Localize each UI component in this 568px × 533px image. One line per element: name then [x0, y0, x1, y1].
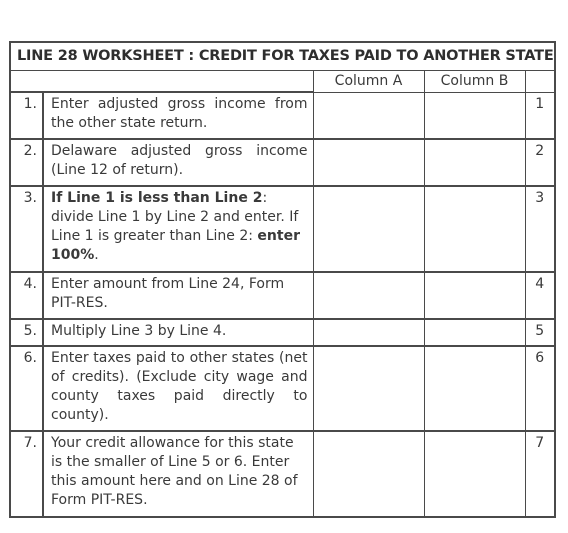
line-description: Your credit allowance for this state is the smaller of Line 5 or 6. Enter this amount here and on Line 28 of Form PIT-RES. — [43, 431, 313, 517]
header-ref-cell — [525, 71, 555, 93]
line-3-column-b-field[interactable] — [424, 186, 525, 272]
line-2-column-b-field[interactable] — [424, 139, 525, 186]
line-7-column-a-field[interactable] — [313, 431, 424, 517]
line-reference: 1 — [525, 92, 555, 139]
line-7-column-b-field[interactable] — [424, 431, 525, 517]
worksheet-title: LINE 28 WORKSHEET : CREDIT FOR TAXES PAID TO ANOTHER STATE — [10, 42, 555, 71]
header-blank-cell — [10, 71, 313, 93]
worksheet-line-5 — [10, 319, 555, 346]
line-reference: 3 — [525, 186, 555, 272]
column-header-row — [10, 71, 555, 93]
line-6-column-a-field[interactable] — [313, 346, 424, 431]
line-3-column-a-field[interactable] — [313, 186, 424, 272]
line-4-column-b-field[interactable] — [424, 272, 525, 319]
worksheet-line-6 — [10, 346, 555, 431]
line-reference: 4 — [525, 272, 555, 319]
worksheet-line-1 — [10, 92, 555, 139]
line-number: 1. — [10, 92, 43, 139]
line-2-column-a-field[interactable] — [313, 139, 424, 186]
line-4-column-a-field[interactable] — [313, 272, 424, 319]
line-number: 6. — [10, 346, 43, 431]
worksheet-line-3 — [10, 186, 555, 272]
line-6-column-b-field[interactable] — [424, 346, 525, 431]
line-number: 5. — [10, 319, 43, 346]
column-a-header: Column A — [313, 71, 424, 93]
line-description: Enter taxes paid to other states (net of credits). (Exclude city wage and county taxes paid directly to county). — [43, 346, 313, 431]
line-1-column-b-field[interactable] — [424, 92, 525, 139]
line-reference: 5 — [525, 319, 555, 346]
column-b-header: Column B — [424, 71, 525, 93]
line-3-condition-bold: If Line 1 is less than Line 2 — [51, 190, 263, 206]
line-description: Enter amount from Line 24, Form PIT-RES. — [43, 272, 313, 319]
line-reference: 6 — [525, 346, 555, 431]
line-description: Enter adjusted gross income from the other state return. — [43, 92, 313, 139]
line-3-period: . — [94, 247, 99, 263]
worksheet-line-2 — [10, 139, 555, 186]
line-1-column-a-field[interactable] — [313, 92, 424, 139]
line-5-column-b-field[interactable] — [424, 319, 525, 346]
line-description — [43, 186, 313, 272]
worksheet-line-7 — [10, 431, 555, 517]
line-number: 7. — [10, 431, 43, 517]
line-5-column-a-field[interactable] — [313, 319, 424, 346]
line-3-instruction: : divide Line 1 by Line 2 and enter. If Line 1 is greater than Line 2: — [51, 190, 299, 244]
line-reference: 7 — [525, 431, 555, 517]
worksheet-line-4 — [10, 272, 555, 319]
line-reference: 2 — [525, 139, 555, 186]
line-number: 3. — [10, 186, 43, 272]
line-3-enter-100-bold: enter 100% — [51, 228, 300, 263]
line-number: 2. — [10, 139, 43, 186]
line-28-worksheet-table — [9, 41, 556, 518]
line-number: 4. — [10, 272, 43, 319]
line-description: Multiply Line 3 by Line 4. — [43, 319, 313, 346]
line-description: Delaware adjusted gross income (Line 12 of return). — [43, 139, 313, 186]
